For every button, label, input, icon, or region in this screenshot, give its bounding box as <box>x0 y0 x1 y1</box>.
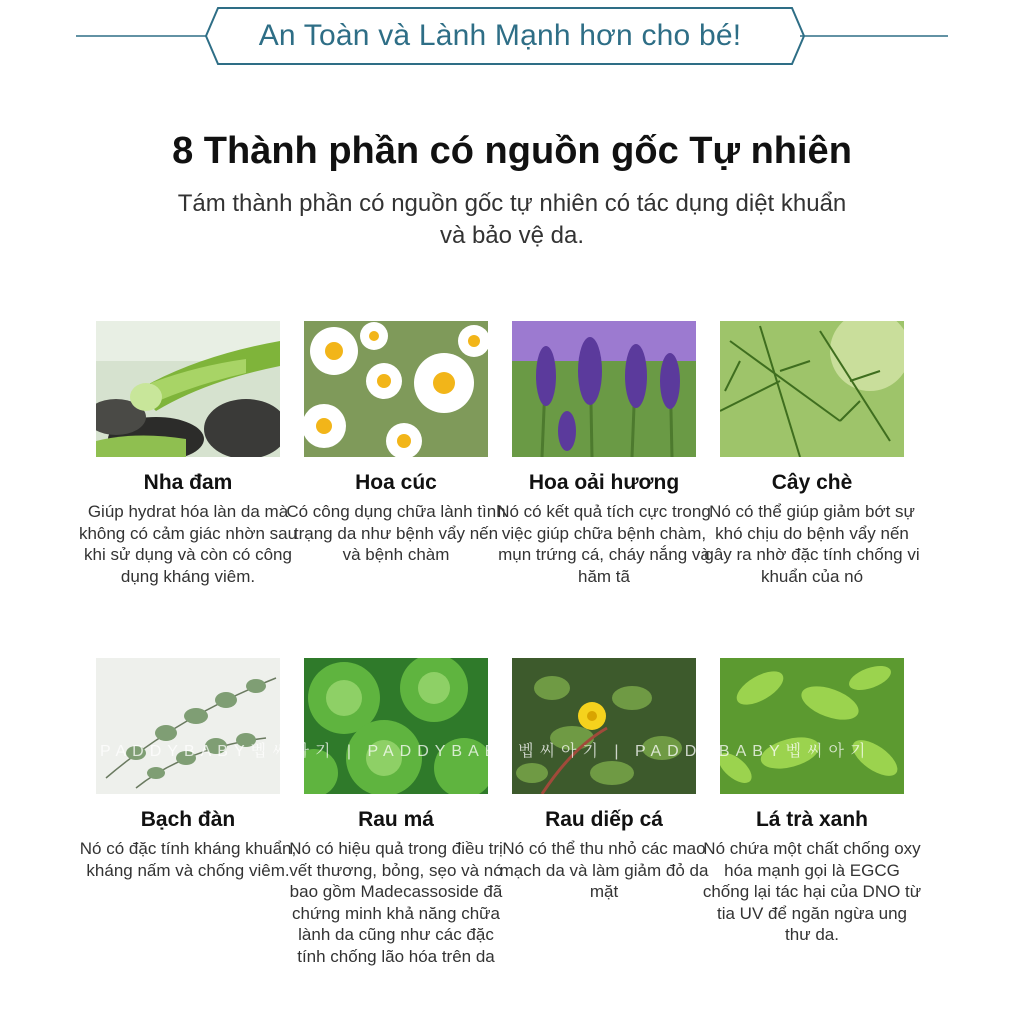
ingredient-description: Giúp hydrat hóa làn da mà không có cảm giác nhờn sau khi sử dụng và còn có công dụng kháng viêm. <box>78 502 298 586</box>
ingredient-description: Có công dụng chữa lành tình trạng da như bệnh vẩy nến và bệnh chàm <box>286 502 506 564</box>
ingredient-name: Rau má <box>358 808 434 831</box>
ingredient-description: Nó có thể giúp giảm bớt sự khó chịu do bệnh vẩy nến gây ra nhờ đặc tính chống vi khuẩn của nó <box>704 502 920 586</box>
tea-tree-photo <box>720 321 904 457</box>
header-banner <box>0 0 1024 80</box>
ingredient-description: Nó có hiệu quả trong điều trị vết thương, bỏng, sẹo và nó bao gồm Madecassoside đã chứng minh khả năng chữa lành da cũng như các đặc tính chống lão hóa trên da <box>289 839 503 966</box>
eucalyptus-photo <box>96 658 280 794</box>
purslane-photo <box>512 658 696 794</box>
watermark: PADDYBABY벱씨아기 | PADDYBABY벱씨아기 | PADDYBABY벱씨아기 <box>100 743 872 760</box>
ingredient-name: Cây chè <box>771 471 853 494</box>
page-subtitle: Tám thành phần có nguồn gốc tự nhiên có tác dụng diệt khuẩn và bảo vệ da. <box>177 190 847 249</box>
ingredient-description: Nó có đặc tính kháng khuẩn, kháng nấm và chống viêm. <box>79 839 297 880</box>
centella-photo <box>304 658 488 794</box>
green-tea-photo <box>720 658 904 794</box>
ingredient-name: Lá trà xanh <box>755 808 869 831</box>
aloe-vera-photo <box>96 321 280 457</box>
ingredient-description: Nó có kết quả tích cực trong việc giúp chữa bệnh chàm, mụn trứng cá, cháy nắng và hăm tã <box>497 502 711 586</box>
banner-title: An Toàn và Lành Mạnh hơn cho bé! <box>258 19 742 52</box>
ingredient-name: Rau diếp cá <box>545 808 663 831</box>
chamomile-photo <box>304 321 488 457</box>
ingredient-name: Nha đam <box>143 471 233 494</box>
ingredient-name: Bạch đàn <box>140 808 236 831</box>
ingredient-name: Hoa cúc <box>355 471 437 494</box>
ingredient-name: Hoa oải hương <box>528 471 680 494</box>
lavender-photo <box>512 321 696 457</box>
ingredient-description: Nó chứa một chất chống oxy hóa mạnh gọi là EGCG chống lại tác hại của DNO từ tia UV để ngăn ngừa ung thư da. <box>702 839 922 944</box>
ingredient-description: Nó có thể thu nhỏ các mao mạch da và làm giảm đỏ da mặt <box>499 839 709 901</box>
page-title: 8 Thành phần có nguồn gốc Tự nhiên <box>172 130 852 172</box>
